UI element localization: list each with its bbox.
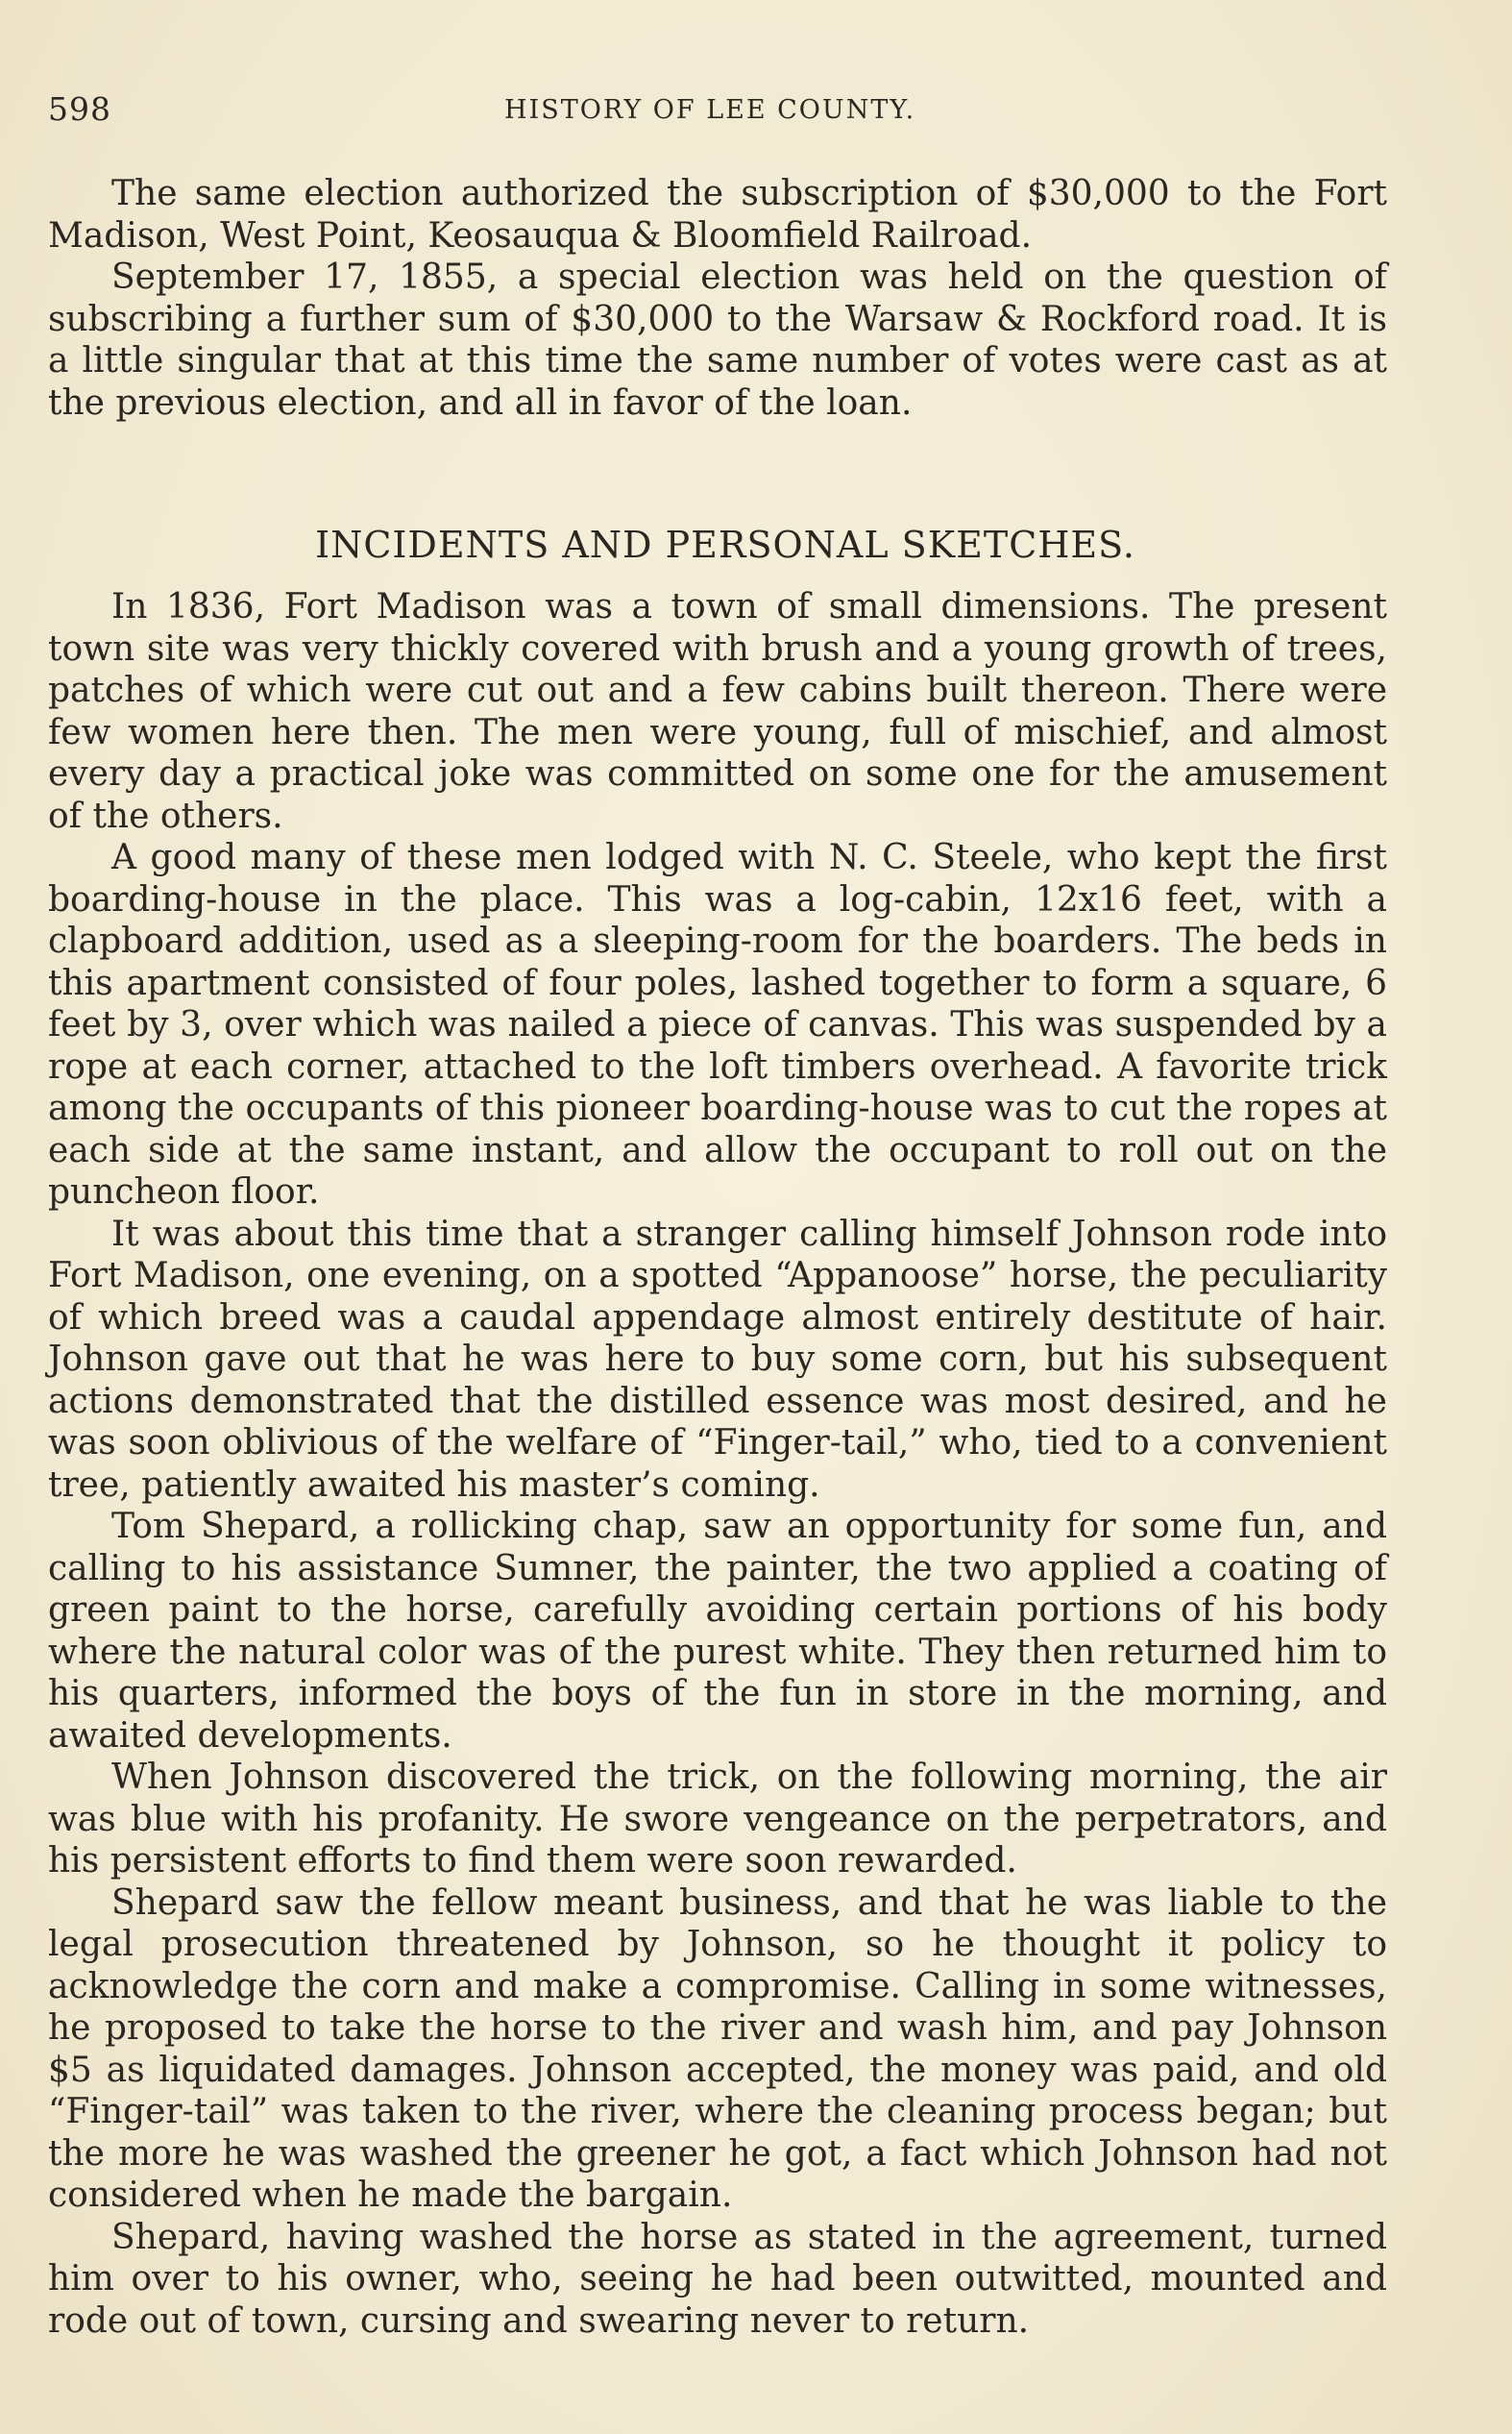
section-heading: INCIDENTS AND PERSONAL SKETCHES. [315,524,1135,566]
paragraph: It was about this time that a stranger calling himself Johnson rode into Fort Madison, one evening, on a spotted “Appanoose” horse, the peculiarity of which breed was a caudal appendage almost entirely destitute of hair. Johnson gave out that he was here to buy some corn, but his subsequent actions demonstrated that the distilled essence was most desired, and he was soon oblivious of the welfare of “Finger-tail,” who, tied to a convenient tree, patiently awaited his master’s coming. [48,1214,1387,1505]
page-header [48,90,1393,136]
paragraph: When Johnson discovered the trick, on the following morning, the air was blue with his profanity. He swore vengeance on the perpetrators, and his persistent efforts to find them were soon rewarded. [48,1758,1387,1881]
opening-text [48,173,1387,424]
paragraph: A good many of these men lodged with N. C. Steele, who kept the first boarding-house in the place. This was a log-cabin, 12x16 feet, with a clapboard addition, used as a sleeping-room for the boarders. The beds in this apartment consisted of four poles, lashed together to form a square, 6 feet by 3, over which was nailed a piece of canvas. This was suspended by a rope at each corner, attached to the loft timbers overhead. A favorite trick among the occupants of this pioneer boarding-house was to cut the ropes at each side at the same instant, and allow the occupant to roll out on the puncheon floor. [48,838,1387,1212]
section-text [48,586,1387,2342]
running-head: HISTORY OF LEE COUNTY. [504,95,916,125]
paragraph: Shepard, having washed the horse as stated in the agreement, turned him over to his owner, who, seeing he had been outwitted, mounted and rode out of town, cursing and swearing never to return. [48,2217,1387,2341]
paragraph: September 17, 1855, a special election was held on the question of subscribing a further sum of $30,000 to the Warsaw & Rockford road. It is a little singular that at this time the same number of votes were cast as at the previous election, and all in favor of the loan. [48,258,1387,423]
paragraph: In 1836, Fort Madison was a town of small dimensions. The present town site was very thickly covered with brush and a young growth of trees, patches of which were cut out and a few cabins built thereon. There were few women here then. The men were young, full of mischief, and almost every day a practical joke was committed on some one for the amusement of the others. [48,587,1387,836]
paragraph: The same election authorized the subscription of $30,000 to the Fort Madison, West Point, Keosauqua & Bloomfield Railroad. [48,174,1387,256]
page-number: 598 [48,90,111,128]
paragraph: Shepard saw the fellow meant business, and that he was liable to the legal prosecution threatened by Johnson, so he thought it policy to acknowledge the corn and make a compromise. Calling in some witnesses, he proposed to take the horse to the river and wash him, and pay Johnson $5 as liquidated damages. Johnson accepted, the money was paid, and old “Finger-tail” was taken to the river, where the cleaning process began; but the more he was washed the greener he got, a fact which Johnson had not considered when he made the bargain. [48,1882,1387,2215]
paragraph: Tom Shepard, a rollicking chap, saw an opportunity for some fun, and calling to his assistance Sumner, the painter, the two applied a coating of green paint to the horse, carefully avoiding certain portions of his body where the natural color was of the purest white. They then returned him to his quarters, informed the boys of the fun in store in the morning, and awaited developments. [48,1507,1387,1756]
